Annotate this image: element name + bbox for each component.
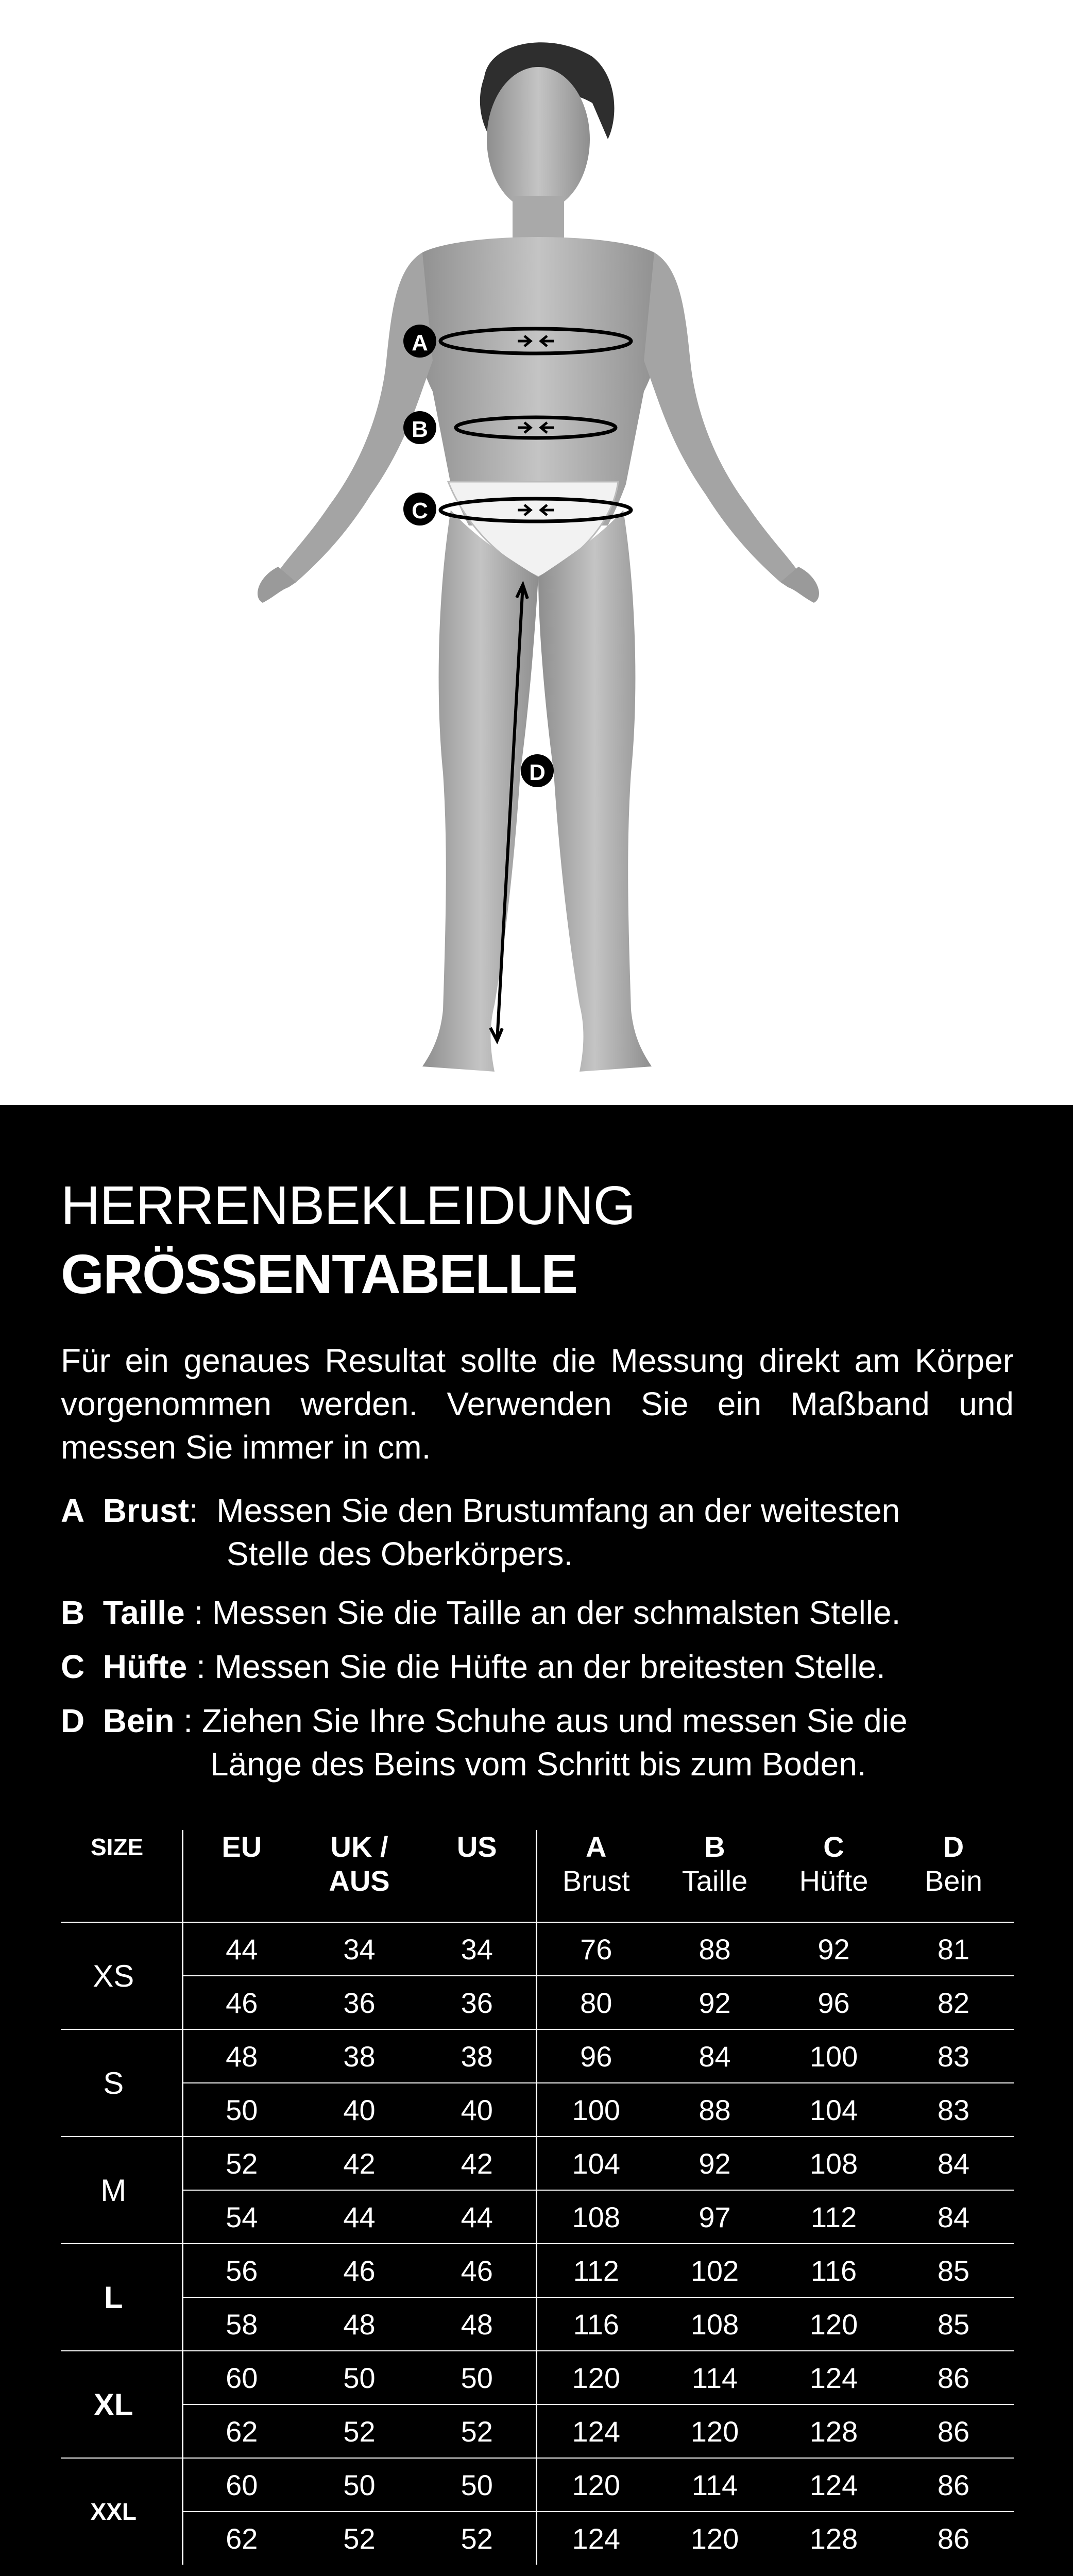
table-cell: 83 [893,2083,1014,2137]
table-cell: 124 [774,2458,893,2512]
size-info-panel [0,1105,1073,2576]
table-cell: 83 [893,2029,1014,2083]
table-cell: 42 [418,2137,536,2190]
col-header-hip: C Hüfte [799,1831,868,1897]
table-cell: 46 [418,2244,536,2297]
table-row [61,2297,1014,2351]
size-label: S [61,2029,182,2137]
table-cell: 88 [655,2083,774,2137]
table-cell: 52 [300,2512,418,2565]
table-cell: 60 [182,2458,300,2512]
right-arm-shape [644,252,798,582]
col-header-chest: A Brust [536,1830,655,1922]
table-cell: 52 [182,2137,300,2190]
table-cell: 82 [893,1976,1014,2029]
table-cell: 120 [655,2512,774,2565]
right-leg-shape [538,510,652,1072]
table-cell: 120 [536,2458,655,2512]
table-cell: 52 [300,2404,418,2458]
table-cell: 46 [182,1976,300,2029]
table-cell: 34 [418,1922,536,1976]
table-cell: 56 [182,2244,300,2297]
table-cell: 42 [300,2137,418,2190]
table-cell: 86 [893,2512,1014,2565]
definition-hip: C Hüfte : Messen Sie die Hüfte an der breitesten Stelle. [61,1648,885,1685]
table-row [61,2190,1014,2244]
svg-text:D: D [529,760,546,785]
col-header-size: SIZE [91,1834,144,1860]
table-cell: 88 [655,1922,774,1976]
marker-c [403,493,436,526]
marker-d [521,754,554,787]
intro-paragraph [61,1339,1014,1469]
table-cell: 50 [300,2351,418,2404]
table-cell: 84 [893,2190,1014,2244]
body-illustration [0,0,1073,1105]
table-cell: 114 [655,2351,774,2404]
table-cell: 38 [418,2029,536,2083]
head-shape [487,67,590,211]
table-cell: 44 [182,1922,300,1976]
table-cell: 92 [774,1922,893,1976]
table-cell: 128 [774,2512,893,2565]
table-cell: 36 [418,1976,536,2029]
table-cell: 116 [536,2297,655,2351]
table-cell: 86 [893,2351,1014,2404]
definition-continuation: Stelle des Oberkörpers. [227,1535,573,1572]
table-cell: 120 [655,2404,774,2458]
table-cell: 114 [655,2458,774,2512]
table-cell: 96 [774,1976,893,2029]
table-cell: 48 [418,2297,536,2351]
table-cell: 48 [300,2297,418,2351]
table-cell: 36 [300,1976,418,2029]
neck-shape [513,196,564,242]
table-cell: 62 [182,2404,300,2458]
table-cell: 97 [655,2190,774,2244]
col-header-eu: EU [182,1830,300,1922]
svg-text:B: B [412,417,428,442]
table-row [61,2404,1014,2458]
intro-line: vorgenommen werden. Verwenden Sie ein Maßband und [61,1385,1014,1422]
table-header-row [61,1830,1014,1922]
table-row [61,2244,1014,2297]
table-cell: 40 [300,2083,418,2137]
table-cell: 104 [536,2137,655,2190]
intro-line: messen Sie immer in cm. [61,1429,431,1466]
table-row [61,1922,1014,1976]
table-cell: 92 [655,2137,774,2190]
table-cell: 84 [655,2029,774,2083]
definition-waist: B Taille : Messen Sie die Taille an der schmalsten Stelle. [61,1594,901,1631]
table-cell: 76 [536,1922,655,1976]
table-cell: 50 [418,2458,536,2512]
table-row [61,2137,1014,2190]
marker-a [403,325,436,358]
col-header-leg: D Bein [924,1831,983,1897]
size-label: L [61,2244,182,2351]
table-cell: 108 [536,2190,655,2244]
definition-leg: D Bein : Ziehen Sie Ihre Schuhe aus und messen Sie die Länge des Beins vom Schritt bis zum Boden. [61,1699,908,1742]
table-cell: 100 [774,2029,893,2083]
table-cell: 54 [182,2190,300,2244]
table-cell: 86 [893,2404,1014,2458]
table-cell: 128 [774,2404,893,2458]
body-measurement-figure [0,0,1073,1105]
table-row [61,2029,1014,2083]
table-cell: 62 [182,2512,300,2565]
size-label: M [61,2137,182,2244]
table-cell: 84 [893,2137,1014,2190]
table-cell: 124 [536,2404,655,2458]
table-cell: 34 [300,1922,418,1976]
size-label: XS [61,1922,182,2029]
table-cell: 124 [774,2351,893,2404]
table-row [61,2351,1014,2404]
size-label: XXL [61,2458,182,2565]
table-cell: 108 [655,2297,774,2351]
table-cell: 104 [774,2083,893,2137]
definition-continuation: Länge des Beins vom Schritt bis zum Boden. [210,1745,866,1783]
table-cell: 48 [182,2029,300,2083]
page-title: GRÖSSENTABELLE [61,1243,577,1305]
table-cell: 108 [774,2137,893,2190]
category-heading: HERRENBEKLEIDUNG [61,1175,635,1236]
table-cell: 120 [536,2351,655,2404]
table-cell: 116 [774,2244,893,2297]
table-row [61,2458,1014,2512]
definition-chest: A Brust: Messen Sie den Brustumfang an der weitesten Stelle des Oberkörpers. [61,1489,900,1532]
size-label: XL [61,2351,182,2458]
table-cell: 81 [893,1922,1014,1976]
table-cell: 50 [418,2351,536,2404]
table-cell: 102 [655,2244,774,2297]
table-cell: 112 [774,2190,893,2244]
table-cell: 50 [182,2083,300,2137]
table-cell: 96 [536,2029,655,2083]
col-header-us: US [456,1831,497,1863]
col-header-uk: UK / AUS [329,1831,390,1897]
col-header-waist: B Taille [682,1831,748,1897]
table-cell: 44 [300,2190,418,2244]
svg-text:C: C [412,498,428,523]
table-cell: 52 [418,2404,536,2458]
table-cell: 38 [300,2029,418,2083]
table-cell: 85 [893,2244,1014,2297]
table-row [61,2083,1014,2137]
table-cell: 86 [893,2458,1014,2512]
table-cell: 120 [774,2297,893,2351]
table-cell: 92 [655,1976,774,2029]
marker-b [403,411,436,444]
table-cell: 60 [182,2351,300,2404]
table-cell: 112 [536,2244,655,2297]
table-row [61,2512,1014,2565]
table-cell: 100 [536,2083,655,2137]
table-cell: 124 [536,2512,655,2565]
svg-text:A: A [412,330,428,355]
table-cell: 85 [893,2297,1014,2351]
table-row [61,1976,1014,2029]
table-cell: 58 [182,2297,300,2351]
table-cell: 40 [418,2083,536,2137]
intro-line: Für ein genaues Resultat sollte die Messung direkt am Körper [61,1342,1014,1379]
table-cell: 52 [418,2512,536,2565]
size-table [61,1830,1014,2565]
table-body [61,1922,1014,2565]
table-cell: 44 [418,2190,536,2244]
table-cell: 50 [300,2458,418,2512]
table-cell: 80 [536,1976,655,2029]
table-cell: 46 [300,2244,418,2297]
